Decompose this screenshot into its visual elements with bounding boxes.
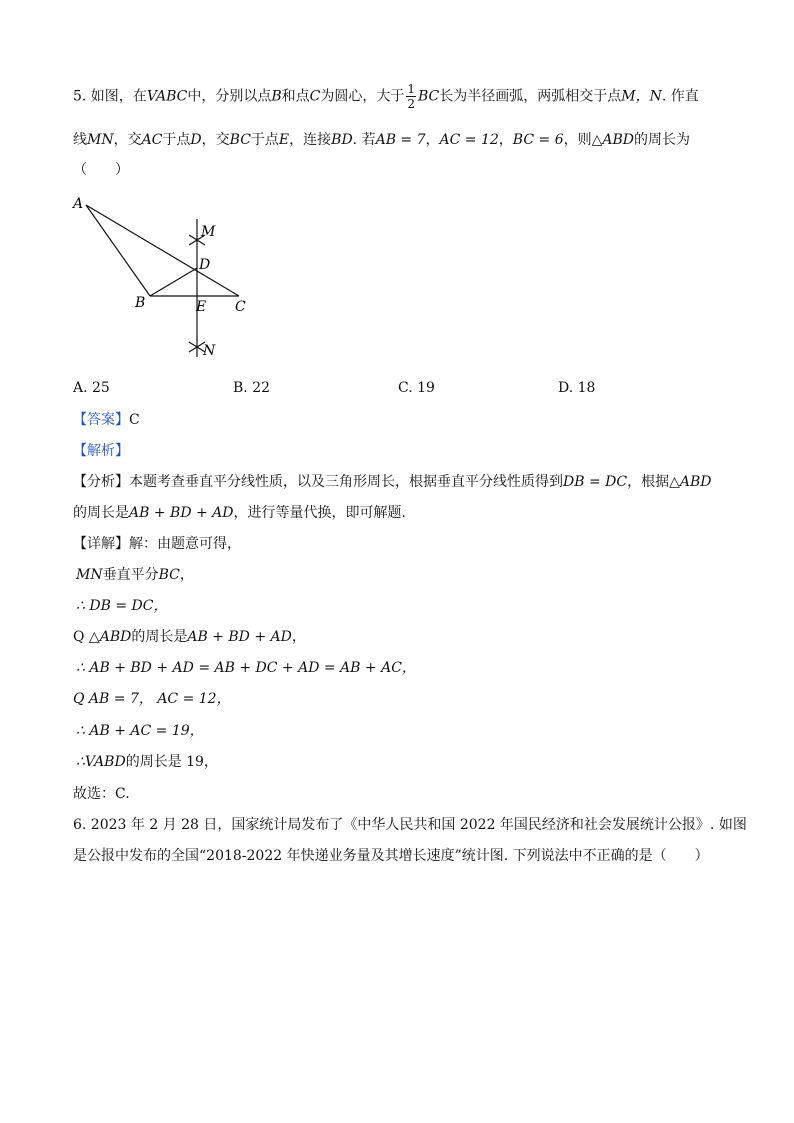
answer-tag: 【答案】	[73, 412, 129, 428]
step-math: MN	[76, 567, 103, 583]
step-1	[76, 565, 194, 585]
step-text: Q △	[73, 629, 100, 645]
step-7	[76, 752, 218, 772]
option-b: B. 22	[233, 380, 271, 396]
label-e: E	[196, 299, 207, 315]
q5-text: 中，分别以点	[187, 88, 272, 105]
segment-ac	[86, 205, 239, 296]
fraction-one-half	[406, 82, 416, 111]
q5-text: 线	[73, 132, 87, 148]
q5-line-2	[73, 130, 690, 150]
q5-text: 于点	[250, 132, 279, 148]
fenxi-math: DB = DC	[563, 474, 628, 490]
answer-line	[73, 410, 140, 430]
xiangjie-text: 解：由题意可得，	[129, 536, 241, 552]
answer-value: C	[129, 412, 140, 428]
q5-text: ，交	[113, 132, 142, 148]
fenxi-line-2	[73, 503, 406, 523]
step-text: 垂直平分	[102, 567, 159, 583]
step-math: ∴VABD	[76, 754, 126, 770]
step-3	[73, 627, 306, 647]
xiangjie-tag: 【详解】	[73, 536, 129, 552]
label-b: B	[135, 295, 146, 311]
step-text: ，	[179, 567, 194, 583]
step-2: ∴ DB = DC，	[76, 598, 168, 614]
q5-text: ，交	[201, 132, 230, 148]
q6-line-1: 6. 2023 年 2 月 28 日，国家统计局发布了《中华人民共和国 2022 年国民经济和社会发展统计公报》. 如图	[73, 817, 747, 833]
q5-text: 的周长为	[634, 132, 691, 148]
label-d: D	[199, 257, 211, 273]
fraction-numerator: 1	[407, 82, 415, 96]
conclusion: 故选：C.	[73, 786, 130, 802]
step-text: ，	[291, 629, 306, 645]
q5-math: MN	[87, 132, 114, 148]
fenxi-math: AB + BD + AD	[129, 505, 234, 521]
step-math: AB + BD + AD	[187, 629, 292, 645]
step-4: ∴ AB + BD + AD = AB + DC + AD = AB + AC，	[76, 660, 416, 676]
fenxi-text: ，根据△	[627, 474, 680, 490]
q5-math: BC	[418, 88, 440, 105]
step-6: ∴ AB + AC = 19，	[76, 723, 204, 739]
fenxi-tag: 【分析】	[73, 474, 129, 490]
q5-math: C	[309, 88, 321, 105]
q5-math: BC	[229, 132, 251, 148]
q5-text: ，	[498, 132, 513, 148]
step-math: ABD	[99, 629, 132, 645]
q5-text: . 若	[352, 132, 376, 148]
step-text: 的周长是	[131, 629, 188, 645]
q5-blank-parens: （ ）	[73, 162, 129, 178]
q5-text: . 作直	[661, 88, 699, 105]
label-m: M	[201, 224, 216, 240]
q5-math: AB = 7	[375, 132, 426, 148]
step-5: Q AB = 7， AC = 12，	[73, 691, 231, 707]
q5-text: 于点	[162, 132, 191, 148]
analysis-tag-text: 【解析】	[73, 443, 129, 459]
q5-math: E	[278, 132, 290, 148]
label-a: A	[73, 196, 84, 212]
fenxi-text: 本题考查垂直平分线性质，以及三角形周长，根据垂直平分线性质得到	[129, 474, 563, 490]
q5-math: VABC	[146, 88, 188, 105]
q5-math: M，N	[621, 88, 662, 105]
q5-math: B	[271, 88, 282, 105]
option-c: C. 19	[398, 380, 435, 396]
option-d: D. 18	[558, 380, 596, 396]
label-n: N	[203, 343, 216, 359]
analysis-tag	[73, 441, 129, 461]
fenxi-line-1	[73, 472, 712, 492]
q6-line-2: 是公报中发布的全国“2018-2022 年快递业务量及其增长速度”统计图. 下列说法中不正确的是（ ）	[73, 848, 709, 864]
label-c: C	[235, 299, 246, 315]
q5-text: ，连接	[289, 132, 332, 148]
step-text: 的周长是 19，	[125, 754, 218, 770]
q5-text: 长为半径画弧，两弧相交于点	[439, 88, 622, 105]
q5-text: 和点	[281, 88, 310, 105]
q5-math: D	[190, 132, 202, 148]
xiangjie-line	[73, 534, 241, 554]
q5-math: AC	[141, 132, 163, 148]
fenxi-text: 的周长是	[73, 505, 129, 521]
q5-text: 5. 如图，在	[73, 88, 147, 105]
segment-bd	[150, 268, 197, 296]
fenxi-math: ABD	[679, 474, 712, 490]
q5-math: AC = 12	[439, 132, 499, 148]
segment-ab	[86, 205, 150, 296]
q5-text: 为圆心，大于	[320, 88, 405, 105]
q5-text: ，	[425, 132, 440, 148]
option-a: A. 25	[73, 380, 110, 396]
q5-math: BC = 6	[512, 132, 564, 148]
q5-math: BD	[331, 132, 353, 148]
q5-text: ，则△	[563, 132, 603, 148]
triangle-figure	[68, 192, 268, 367]
fraction-denominator: 2	[407, 97, 415, 111]
step-math: BC	[158, 567, 180, 583]
fenxi-text: ，进行等量代换，即可解题.	[233, 505, 406, 521]
q5-math: ABD	[602, 132, 635, 148]
q5-line-1	[73, 82, 699, 111]
